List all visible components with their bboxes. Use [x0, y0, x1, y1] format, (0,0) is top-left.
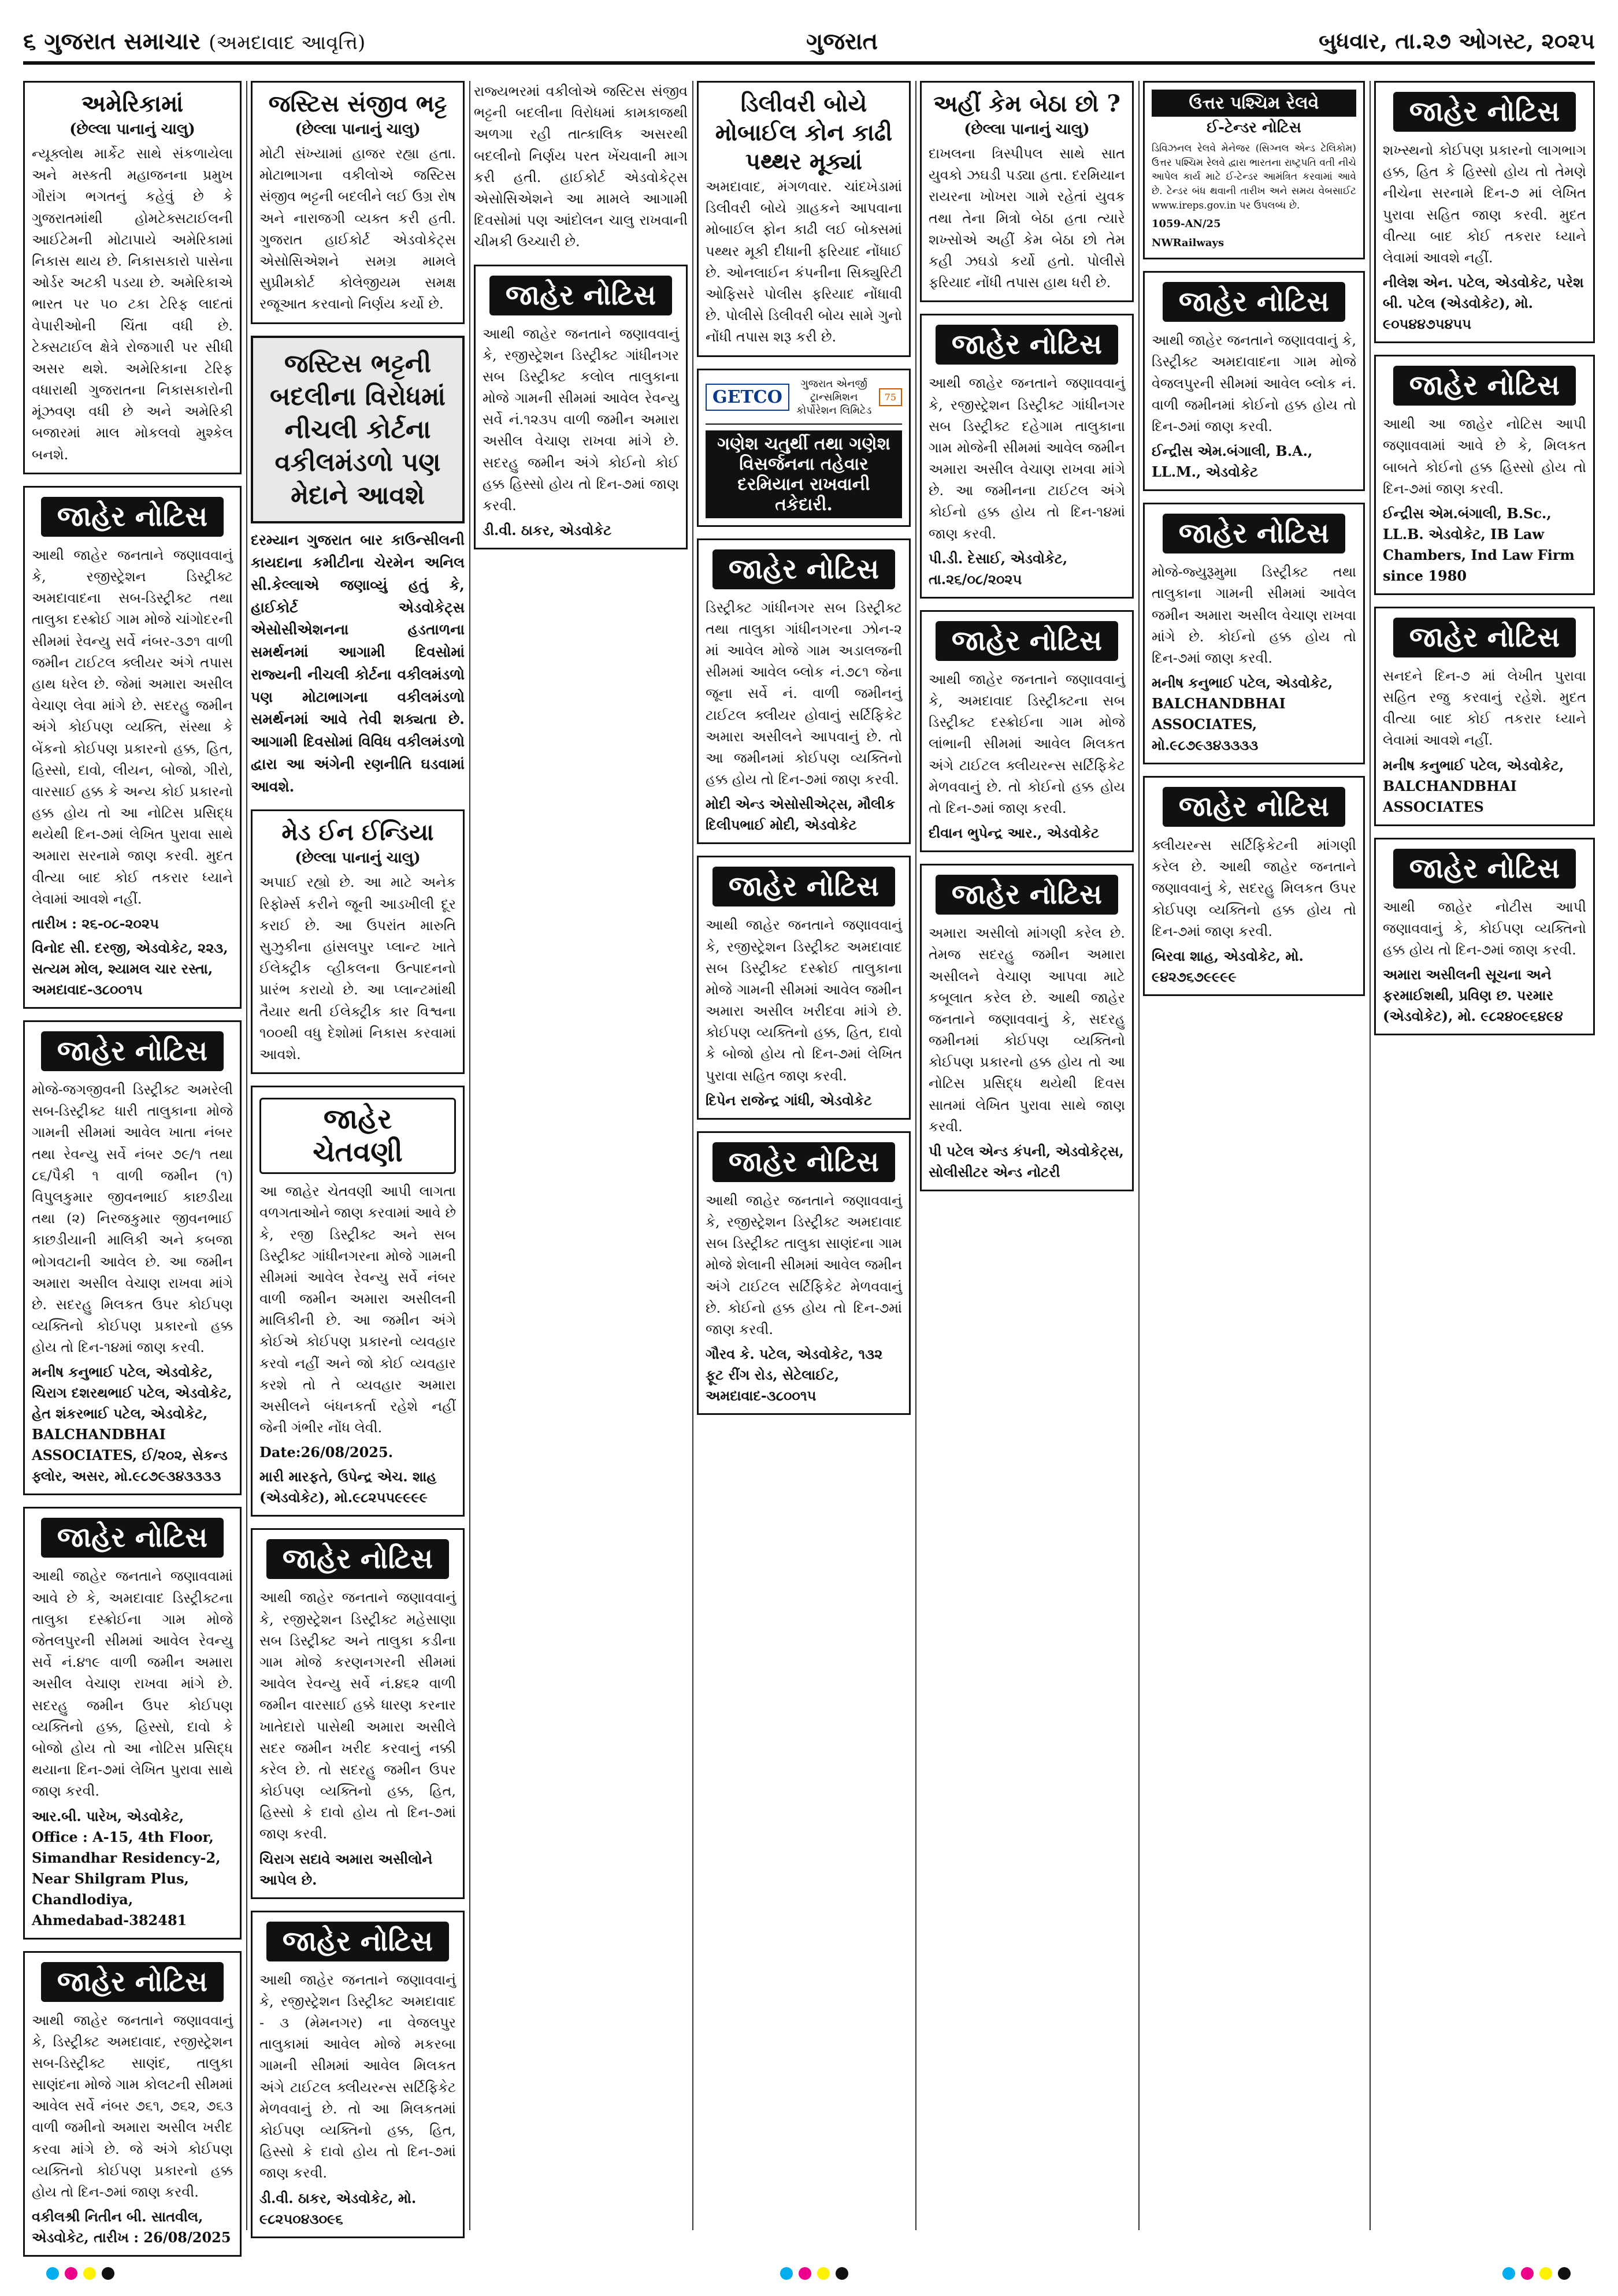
- registration-marks-center: [780, 2267, 848, 2280]
- public-notice: [251, 1528, 465, 1899]
- article-title: જસ્ટિસ સંજીવ ભટ્ટ: [268, 90, 447, 117]
- public-notice: [474, 265, 688, 550]
- article-title: અમેરિકામાં: [81, 90, 184, 117]
- notice-signature: દિપેન રાજેન્દ્ર ગાંધી, એડવોકેટ: [706, 1091, 872, 1109]
- public-notice: [251, 1911, 465, 2238]
- notice-title: જાહેર નોટિસ: [266, 1539, 449, 1579]
- public-notice: [1374, 607, 1595, 826]
- notice-title: જાહેર નોટિસ: [1393, 92, 1576, 132]
- public-warning: [251, 1086, 465, 1517]
- notice-body: આથી જાહેર જનતાને જણાવવાનું કે, અમદાવાદ ડિસ્ટ્રીક્ટના સબ ડિસ્ટ્રીક્ટ દસ્ક્રોઈના ગામ મોજે લાંભાની સીમમાં આવેલ મિલકત અંગે ટાઈટલ ક્લીયરન્સ સર્ટિફિકેટ મેળવવાનું છે. તો કોઈનો હક્ક હોય તો દિન-૭માં જાણ કરવી.: [929, 671, 1125, 816]
- notice-title: જાહેર નોટિસ: [41, 1962, 224, 2002]
- yellow-dot-icon: [83, 2267, 96, 2280]
- notice-title: જાહેર નોટિસ: [266, 1922, 449, 1961]
- cyan-dot-icon: [46, 2267, 59, 2280]
- notice-title: જાહેર નોટિસ: [41, 497, 224, 537]
- public-notice: [1374, 355, 1595, 595]
- page-date: બુધવાર, તા.૨૭ ઓગસ્ટ, ૨૦૨૫: [1319, 28, 1595, 54]
- notice-body: મોજે-જગજીવની ડિસ્ટ્રીક્ટ અમરેલી સબ-ડિસ્ટ્રીક્ટ ધારી તાલુકાના મોજે ગામની સીમમાં આવેલ ખાતા નંબર તથા રેવન્યુ સર્વે નંબર ૭૯/૧ તથા ૮૬/પૈકી ૧ વાળી જમીન (૧) વિપુલકુમાર જીવનભાઈ કાછડીયા તથા (૨) નિરજકુમાર જીવનભાઈ કાછડીયાની માલિકી અને કબજા ભોગવટાની આવેલ છે. આ જમીન અમારા અસીલ વેચાણ રાખવા માંગે છે. સદરહુ મિલકત ઉપર કોઈપણ વ્યક્તિનો કોઈપણ પ્રકારનો હક્ક હોય તો દિન-૧૪માં જાણ કરવી.: [32, 1082, 233, 1356]
- article-body: અમદાવાદ, મંગળવાર. ચાંદખેડામાં ડિલીવરી બોયે ગ્રાહકને આપવાના મોબાઈલ ફોન કાઢી લઈ બોક્સમાં પથ્થર મૂકી દીધાની ફરિયાદ નોંધાઈ છે. ઓનલાઈન કંપનીના સિક્યુરિટી ઓફિસરે પોલીસ ફરિયાદ નોંધાવી છે. પોલીસે ડિલીવરી બોય સામે ગુનો નોંધી તપાસ શરૂ કરી છે.: [706, 179, 902, 345]
- notice-signature: ઈન્દ્રીસ એમ.બંગાલી, B.Sc., LL.B. એડવોકેટ, IB Law Chambers, Ind Law Firm since 1980: [1383, 504, 1575, 584]
- article-subtitle: (છેલ્લા પાનાનું ચાલુ): [295, 121, 421, 138]
- notice-body: આથી જાહેર જનતાને જણાવવાનું કે, ડિસ્ટ્રીક્ટ અમદાવાદ, રજીસ્ટ્રેશન સબ-ડિસ્ટ્રીક્ટ સાણંદ, તાલુકા સાણંદના મોજે ગામ કોલટની સીમમાં આવેલ સર્વે નંબર ૭૬૧, ૭૬૨, ૭૬૩ વાળી જમીનો અમારા અસીલ ખરીદ કરવા માંગે છે. જે અંગે કોઈપણ વ્યક્તિનો કોઈપણ પ્રકારનો હક્ક હોય તો દિન-૭માં જાણ કરવી.: [32, 2012, 233, 2200]
- article-body: ન્યૂક્લોથ માર્કેટ સાથે સંકળાયેલા અને મસ્કતી મહાજનના પ્રમુખ ગૌરાંગ ભગતનું કહેવું છે કે ગુજરાતમાંથી હોમટેક્સટાઈલની આઈટેમની મોટાપાયે અમેરિકામાં નિકાસ થાય છે. નિકાસકારો પાસેના ઓર્ડર અટકી પડયા છે. અમેરિકાએ ભારત પર ૫૦ ટકા ટેરિફ લાદતાં વેપારીઓની ચિંતા વધી છે. ટેક્સટાઈલ ક્ષેત્રે રોજગારી પર સીધી અસર થશે. અમેરિકાના ટેરિફ વધારાથી ગુજરાતના નિકાસકારોની મૂંઝવણ વધી છે અને અમેરિકી બજારમાં માલ મોકલવો મુશ્કેલ બનશે.: [32, 146, 233, 463]
- notice-title: જાહેર નોટિસ: [712, 867, 895, 906]
- column-6: [1143, 81, 1365, 1008]
- notice-date: તારીખ : ૨૬-૦૮-૨૦૨૫: [32, 915, 159, 932]
- notice-body: આથી જાહેર જનતાને જણાવવાનું કે, રજીસ્ટ્રેશન ડિસ્ટ્રીક્ટ અમદાવાદ સબ ડિસ્ટ્રીક્ટ દસ્ક્રોઈ તાલુકાના મોજે ગામની સીમમાં આવેલ જમીન અમારા અસીલ ખરીદવા માંગે છે. કોઈપણ વ્યક્તિનો હક્ક, હિત, દાવો કે બોજો હોય તો દિન-૭માં લેખિત પુરાવા સહિત જાણ કરવી.: [706, 917, 902, 1084]
- notice-signature: નીલેશ એન. પટેલ, એડવોકેટ, પરેશ બી. પટેલ (એડવોકેટ), મો. ૯૦૫૪૪૭૫૪૫૫: [1383, 274, 1584, 333]
- notice-body: શખ્સ્થનો કોઈપણ પ્રકારનો લાગભાગ હક્ક, હિત કે હિસ્સો હોય તો તેમણે નીચેના સરનામે દિન-૭ માં લેખિત પુરાવા સહિત જાણ કરવી. મુદત વીત્યા બાદ કોઈ તકરાર ધ્યાને લેવામાં આવશે નહીં.: [1383, 142, 1586, 266]
- railway-body: ડિવિઝનલ રેલવે મેનેજર (સિગ્નલ એન્ડ ટેલિકોમ) ઉત્તર પશ્ચિમ રેલવે દ્વારા ભારતના રાષ્ટ્રપતિ વતી નીચે આપેલ કાર્ય માટે ઈ-ટેન્ડર આમંત્રિત કરવામાં આવે છે. ટેન્ડર બંધ થવાની તારીખ અને સમય વેબસાઈટ www.ireps.gov.in પર ઉપલબ્ધ છે.: [1152, 143, 1356, 211]
- magenta-dot-icon: [1521, 2267, 1534, 2280]
- article-subtitle: (છેલ્લા પાનાનું ચાલુ): [964, 121, 1090, 138]
- notice-body: આથી જાહેર જનતાને જણાવવાનું કે, રજીસ્ટ્રેશન ડિસ્ટ્રીક્ટ અમદાવાદ સબ ડિસ્ટ્રીક્ટ તાલુકા સાણંદના ગામ મોજે શેલાની સીમમાં આવેલ જમીન અંગે ટાઈટલ સર્ટિફિકેટ મેળવવાનું છે. કોઈનો હક્ક હોય તો દિન-૭માં જાણ કરવી.: [706, 1192, 902, 1338]
- getco-title: ગણેશ ચતુર્થી તથા ગણેશ વિસર્જનના તહેવાર દરમિયાન રાખવાની તકેદારી.: [706, 430, 902, 518]
- public-notice: [23, 486, 242, 1009]
- black-dot-icon: [102, 2267, 114, 2280]
- notice-title: જાહેર નોટિસ: [1163, 282, 1345, 322]
- notice-body: આથી જાહેર જનતાને જણાવવાનું કે, રજીસ્ટ્રેશન ડિસ્ટ્રીક્ટ મહેસાણા સબ ડિસ્ટ્રીક્ટ અને તાલુકા કડીના ગામ મોજે કરણનગરની સીમમાં આવેલ રેવન્યુ સર્વે નં.૪૬૨ વાળી જમીન વારસાઈ હક્કે ધારણ કરનાર ખાતેદારો પાસેથી અમારા અસીલે સદર જમીન ખરીદ કરવાનું નક્કી કરેલ છે. તો સદરહુ જમીન ઉપર કોઈપણ વ્યક્તિનો હક્ક, હિત, હિસ્સો કે દાવો હોય તો દિન-૭માં જાણ કરવી.: [259, 1589, 456, 1842]
- notice-body: સનદને દિન-૭ માં લેખીત પુરાવા સહિત રજુ કરવાનું રહેશે. મુદત વીત્યા બાદ કોઈ તકરાર ધ્યાને લેવામાં આવશે નહીં.: [1383, 667, 1586, 749]
- page-number: ૬: [23, 27, 36, 55]
- public-notice: [23, 1507, 242, 1939]
- public-notice: [697, 1131, 911, 1415]
- notice-body: ક્લીયરન્સ સર્ટિફિકેટની માંગણી કરેલ છે. આથી જાહેર જનતાને જણાવવાનું કે, સદરહુ મિલકત ઉપર કોઈપણ વ્યક્તિનો હક્ક હોય તો દિન-૭માં જાણ કરવી.: [1152, 837, 1356, 939]
- banner-body: દરમ્યાન ગુજરાત બાર કાઉન્સીલની કાયદાના કમીટીના ચેરમેન અનિલ સી.કેલ્લાએ જણાવ્યું હતું કે, હાઈકોર્ટ એડવોકેટ્સ એસોસીએશનના હડતાળના સમર્થનમાં આગામી દિવસોમાં રાજ્યની નીચલી કોર્ટના વકીલમંડળો પણ મોટાભાગના વકીલમંડળો સમર્થનમાં આવે તેવી શક્યતા છે. આગામી દિવસોમાં વિવિધ વકીલમંડળો દ્વારા આ અંગેની રણનીતિ ઘડવામાં આવશે.: [251, 532, 465, 795]
- column-7: [1374, 81, 1595, 1047]
- lawyers-banner: [251, 336, 465, 798]
- notice-signature: અમારા અસીલની સૂચના અને ફરમાઈશથી, પ્રવિણ છ. પરમાર (એડવોકેટ), મો. ૯૮૨૪૦૯૬૪૯૪: [1383, 966, 1563, 1025]
- notice-title: જાહેર નોટિસ: [489, 276, 672, 315]
- public-notice: [1374, 838, 1595, 1036]
- notice-title: જાહેર નોટિસ: [41, 1031, 224, 1071]
- black-dot-icon: [836, 2267, 848, 2280]
- public-notice: [1143, 776, 1365, 996]
- public-notice: [920, 610, 1134, 852]
- masthead-title: ગુજરાત સમાચાર: [44, 27, 201, 55]
- notice-signature: મોદી એન્ડ એસોસીએટ્સ, મૌલીક દિલીપભાઈ મોદી, એડવોકેટ: [706, 796, 896, 834]
- notice-body: આથી જાહેર જનતાને જણાવવાનું કે, રજીસ્ટ્રેશન ડિસ્ટ્રીક્ટ ગાંધીનગર સબ ડિસ્ટ્રીક્ટ દહેગામ તાલુકાના ગામ મોજેની સીમમાં આવેલ જમીન અમારા અસીલ વેચાણ રાખવા માંગે છે. આ જમીનના ટાઈટલ અંગે કોઈનો હક્ક હોય તો દિન-૧૪માં જાણ કરવી.: [929, 375, 1125, 542]
- article-title: અહીં કેમ બેઠા છો ?: [933, 90, 1120, 117]
- notice-signature: આર.બી. પારેખ, એડવોકેટ, Office : A-15, 4th Floor, Simandhar Residency-2, Near Shilgram Plus, Chandlodiya, Ahmedabad-382481: [32, 1807, 221, 1929]
- yellow-dot-icon: [817, 2267, 830, 2280]
- notice-title: જાહેર નોટિસ: [41, 1518, 224, 1558]
- notice-title: જાહેર નોટિસ: [712, 549, 895, 589]
- news-delivery-boy: [697, 81, 911, 357]
- article-title: ડિલીવરી બોયે મોબાઈલ કોન કાઢી પથ્થર મૂક્યાં: [715, 90, 893, 175]
- article-subtitle: (છેલ્લા પાનાનું ચાલુ): [295, 849, 421, 867]
- warning-signature: મારી મારફતે, ઉપેન્દ્ર એચ. શાહ (એડવોકેટ), મો.૯૮૨૫૫૯૯૯૯: [259, 1468, 437, 1506]
- notice-signature: પી.ડી. દેસાઈ, એડવોકેટ, તા.૨૬/૦૮/૨૦૨૫: [929, 549, 1068, 588]
- getco-advertisement: [697, 369, 911, 527]
- railway-title: ઉત્તર પશ્ચિમ રેલવે: [1152, 90, 1356, 117]
- notice-body: ડિસ્ટ્રીક્ટ ગાંધીનગર સબ ડિસ્ટ્રીક્ટ તથા તાલુકા ગાંધીનગરના ઝોન-૨ માં આવેલ મોજે ગામ અડાલજની સીમમાં આવેલ બ્લોક નં.૭૮૧ જેના જૂના સર્વે નં. વાળી જમીનનું ટાઈટલ ક્લીયર હોવાનું સર્ટિફિકેટ અમારા અસીલને આપવાનું છે. તો આ જમીનમાં કોઈપણ વ્યક્તિનો હક્ક હોય તો દિન-૭માં જાણ કરવી.: [706, 599, 902, 788]
- notice-signature: મનીષ કનુભાઈ પટેલ, એડવોકેટ, BALCHANDBHAI ASSOCIATES: [1383, 756, 1564, 815]
- article-subtitle: (છેલ્લા પાનાનું ચાલુ): [69, 121, 195, 138]
- getco-org-name: ગુજરાત એનર્જી ટ્રાન્સમિશન કોર્પોરેશન લિમિટેડ: [796, 377, 872, 417]
- notice-body: મોજે-જ્યુરૂમુમા ડિસ્ટ્રીક્ટ તથા તાલુકાના ગામની સીમમાં આવેલ જમીન અમારા અસીલ વેચાણ રાખવા માંગે છે. કોઈનો હક્ક હોય તો દિન-૭માં જાણ કરવી.: [1152, 564, 1356, 666]
- warning-title: જાહેર ચેતવણી: [259, 1098, 456, 1174]
- warning-body: આ જાહેર ચેતવણી આપી લાગતા વળગતાઓને જાણ કરવામાં આવે છે કે, રજી ડિસ્ટ્રીક્ટ અને સબ ડિસ્ટ્રીક્ટ ગાંધીનગરના મોજે ગામની સીમમાં આવેલ રેવન્યુ સર્વે નંબર વાળી જમીન અમારા અસીલની માલિકીની છે. આ જમીન અંગે કોઈએ કોઈપણ પ્રકારનો વ્યવહાર કરવો નહીં અને જો કોઈ વ્યવહાર કરશે તો તે વ્યવહાર અમારા અસીલને બંધનકર્તા રહેશે નહીં જેની ગંભીર નોંધ લેવી.: [259, 1183, 456, 1436]
- cyan-dot-icon: [780, 2267, 793, 2280]
- public-notice: [1143, 503, 1365, 764]
- article-body: દાખલના ત્રિસ્પીપલ સાથે સાત યુવકો ઝઘડી પડ્યા હતા. દરમિયાન રાયરના ખોખરા ગામે રહેતાં યુવક તથા તેના મિત્રો બેઠા હતા ત્યારે શખ્સોએ અહીં કેમ બેઠા છો તેમ કહી ઝઘડો કર્યો હતો. પોલીસે ફરિયાદ નોંધી તપાસ હાથ ધરી છે.: [929, 146, 1125, 291]
- notice-signature: દીવાન ભુપેન્દ્ર આર., એડવોકેટ: [929, 824, 1100, 842]
- notice-signature: મનીષ કનુભાઈ પટેલ, એડવોકેટ, ચિરાગ દશરથભાઈ પટેલ, એડવોકેટ, હેત શંકરભાઈ પટેલ, એડવોકેટ, BALCHANDBHAI ASSOCIATES, ઈ/૨૦૨, સેકન્ડ ફ્લોર, અસર, મો.૯૮૭૯૩૪૩૩૩૩: [32, 1364, 232, 1485]
- article-continuation: રાજ્યભરમાં વકીલોએ જસ્ટિસ સંજીવ ભટ્ટની બદલીના વિરોધમાં કામકાજથી અળગા રહી તાત્કાલિક અસરથી બદલીનો નિર્ણય પરત ખેંચવાની માગ કરી હતી. હાઈકોર્ટ એડવોકેટ્સ એસોસિએશને આ મામલે આગામી દિવસોમાં પણ આંદોલન ચાલુ રાખવાની ચીમકી ઉચ્ચારી છે.: [474, 83, 688, 250]
- article-title: મેડ ઈન ઈન્ડિયા: [281, 819, 434, 846]
- notice-signature: ડી.વી. ઠાકર, એડવોકેટ, મો. ૯૮૨૫૦૪૩૦૯૬: [259, 2189, 417, 2227]
- notice-signature: વકીલશ્રી નિતીન બી. સાતવીલ, એડવોકેટ, તારીખ : 26/08/2025: [32, 2208, 231, 2246]
- getco-logo-strip: [706, 377, 902, 425]
- notice-signature: ગૌરવ કે. પટેલ, એડવોકેટ, ૧૩૨ ફૂટ રીંગ રોડ, સેટેલાઈટ, અમદાવાદ-૩૮૦૦૧૫: [706, 1346, 883, 1405]
- column-3: [474, 81, 688, 561]
- article-body: અપાઈ રહ્યો છે. આ માટે અનેક રિફોર્મ્સ કરીને જૂની આડખીલી દૂર કરાઈ છે. આ ઉપરાંત મારુતિ સુઝુકીના હાંસલપુર પ્લાન્ટ ખાતે ઈલેક્ટ્રીક વ્હીકલના ઉત્પાદનનો પ્રારંભ કરાયો છે. આ પ્લાન્ટમાંથી તૈયાર થતી ઈલેક્ટ્રીક કાર વિશ્વના ૧૦૦થી વધુ દેશોમાં નિકાસ કરવામાં આવશે.: [259, 874, 456, 1062]
- public-notice: [1374, 81, 1595, 343]
- notice-signature: પી પટેલ એન્ડ કંપની, એડવોકેટ્સ, સોલીસીટર એન્ડ નોટરી: [929, 1143, 1124, 1180]
- article-body: મોટી સંખ્યામાં હાજર રહ્યા હતા. મોટાભાગના વકીલોએ જસ્ટિસ સંજીવ ભટ્ટની બદલીને લઈ ઉગ્ર રોષ અને નારાજગી વ્યક્ત કરી હતી. ગુજરાત હાઈકોર્ટ એડવોકેટ્સ એસોસિએશને સમગ્ર મામલે સુપ્રીમકોર્ટ કોલેજીયમ સમક્ષ રજૂઆત કરવાનો નિર્ણય કર્યો છે.: [259, 146, 456, 313]
- notice-title: જાહેર નોટિસ: [1393, 618, 1576, 657]
- public-notice: [697, 856, 911, 1120]
- warning-date: Date:26/08/2025.: [259, 1444, 394, 1461]
- notice-body: આથી જાહેર જનતાને જણાવવાનું કે, રજીસ્ટ્રેશન ડિસ્ટ્રીક્ટ અમદાવાદના સબ-ડિસ્ટ્રીક્ટ તથા તાલુકા દસ્ક્રોઈ ગામ મોજે ચાંગોદરની સીમમાં રેવન્યુ સર્વે નંબર-૩૭૧ વાળી જમીન ટાઈટલ ક્લીયર અંગે તપાસ હાથ ધરેલ છે. જેમાં અમારા અસીલ વેચાણ લેવા માંગે છે. સદરહુ જમીન અંગે કોઈપણ વ્યક્તિ, સંસ્થા કે બેંકનો કોઈપણ પ્રકારનો હક્ક, હિત, હિસ્સો, દાવો, લીયન, બોજો, ગીરો, વારસાઈ હક્ક કે અન્ય કોઈ પ્રકારનો હક્ક હોય તો આ નોટિસ પ્રસિદ્ધ થયેથી દિન-૭માં લેખિત પુરાવા સાથે અમારા સરનામે જાણ કરવી. મુદત વીત્યા બાદ કોઈ તકરાર ધ્યાને લેવામાં આવશે નહીં.: [32, 547, 233, 907]
- notice-signature: વિનોદ સી. દરજી, એડવોકેટ, ૨૨૩, સત્યમ મોલ, શ્યામલ ચાર રસ્તા, અમદાવાદ-૩૮૦૦૧૫: [32, 939, 228, 998]
- azadi-logo-icon: 75: [879, 388, 902, 406]
- notice-title: જાહેર નોટિસ: [1393, 849, 1576, 889]
- page-header: [23, 21, 1595, 65]
- railway-subtitle: ઈ-ટેન્ડર નોટિસ: [1207, 119, 1301, 136]
- railway-tender: [1143, 81, 1365, 259]
- notice-body: આથી જાહેર જનતાને જણાવવામાં આવે છે કે, અમદાવાદ ડિસ્ટ્રીક્ટના તાલુકા દસ્ક્રોઈના ગામ મોજે જેતલપુરની સીમમાં આવેલ રેવન્યુ સર્વે નં.૪૧૯ વાળી જમીન અમારા અસીલ વેચાણ રાખવા માંગે છે. સદરહુ જમીન ઉપર કોઈપણ વ્યક્તિનો હક્ક, હિસ્સો, દાવો કે બોજો હોય તો આ નોટિસ પ્રસિદ્ધ થયાના દિન-૭માં લેખિત પુરાવા સાથે જાણ કરવી.: [32, 1568, 233, 1800]
- news-america: [23, 81, 242, 474]
- notice-title: જાહેર નોટિસ: [712, 1142, 895, 1182]
- notice-title: જાહેર નોટિસ: [1163, 514, 1345, 553]
- notice-body: આથી જાહેર જનતાને જણાવવાનું કે, ડિસ્ટ્રીક્ટ અમદાવાદના ગામ મોજે વેજલપુરની સીમમાં આવેલ બ્લોક નં. વાળી જમીનમાં કોઈનો હક્ક હોય તો દિન-૭માં જાણ કરવી.: [1152, 332, 1356, 434]
- notice-body: આથી જાહેર નોટીસ આપી જણાવવાનું કે, કોઈપણ વ્યક્તિનો હક્ક હોય તો દિન-૭માં જાણ કરવી.: [1383, 898, 1586, 958]
- notice-signature: મનીષ કનુભાઈ પટેલ, એડવોકેટ, BALCHANDBHAI ASSOCIATES, મો.૯૮૭૯૩૪૩૩૩૩: [1152, 674, 1333, 754]
- magenta-dot-icon: [65, 2267, 77, 2280]
- railway-handle: NWRailways: [1152, 237, 1224, 250]
- notice-title: જાહેર નોટિસ: [1163, 787, 1345, 827]
- masthead: [23, 28, 365, 55]
- banner-headline: જસ્ટિસ ભટ્ટની બદલીના વિરોધમાં નીચલી કોર્ટના વકીલમંડળો પણ મેદાને આવશે: [251, 336, 465, 524]
- notice-signature: ઈન્દ્રીસ એમ.બંગાલી, B.A., LL.M., એડવોકેટ: [1152, 443, 1313, 481]
- column-2: [251, 81, 465, 2250]
- edition: (અમદાવાદ આવૃત્તિ): [209, 31, 366, 54]
- public-notice: [920, 864, 1134, 1191]
- notice-signature: ચિરાગ સદાવે અમારા અસીલોને આપેલ છે.: [259, 1850, 433, 1888]
- public-notice: [1143, 271, 1365, 491]
- registration-marks-left: [46, 2267, 114, 2280]
- black-dot-icon: [1558, 2267, 1571, 2280]
- news-justice-bhatt: [251, 81, 465, 324]
- public-notice: [697, 538, 911, 845]
- notice-body: આથી જાહેર જનતાને જણાવવાનું કે, રજીસ્ટ્રેશન ડિસ્ટ્રીક્ટ અમદાવાદ - ૩ (મેમનગર) ના વેજલપુર તાલુકામાં આવેલ મોજે મકરબા ગામની સીમમાં આવેલ મિલકત અંગે ટાઈટલ ક્લીયરન્સ સર્ટિફિકેટ મેળવવાનું છે. તો આ મિલકતમાં કોઈપણ વ્યક્તિનો હક્ક, હિત, હિસ્સો કે દાવો હોય તો દિન-૭માં જાણ કરવી.: [259, 1971, 456, 2182]
- getco-logo-icon: GETCO: [706, 384, 789, 411]
- notice-signature: ડી.વી. ઠાકર, એડવોકેટ: [483, 522, 612, 539]
- notice-title: જાહેર નોટિસ: [936, 621, 1118, 661]
- notice-body: આથી આ જાહેર નોટિસ આપી જણાવવામાં આવે છે કે, મિલકત બાબતે કોઈનો હક્ક હિસ્સો હોય તો દિન-૭માં જાણ કરવી.: [1383, 416, 1586, 497]
- notice-title: જાહેર નોટિસ: [1393, 366, 1576, 406]
- column-4: [697, 81, 911, 1426]
- notice-title: જાહેર નોટિસ: [936, 875, 1118, 915]
- notice-body: આથી જાહેર જનતાને જણાવવાનું કે, રજીસ્ટ્રેશન ડિસ્ટ્રીક્ટ ગાંધીનગર સબ ડિસ્ટ્રીક્ટ કલોલ તાલુકાના મોજે ગામની સીમમાં આવેલ રેવન્યુ સર્વે નં.૧૨૩૫ વાળી જમીન અમારા અસીલ વેચાણ રાખવા માંગે છે. સદરહુ જમીન અંગે કોઈનો કોઈ હક્ક હિસ્સો હોય તો દિન-૭માં જાણ કરવી.: [483, 325, 679, 514]
- column-1: [23, 81, 242, 2268]
- notice-signature: બિરવા શાહ, એડવોકેટ, મો. ૯૪૨૭૬૭૯૯૯૯: [1152, 948, 1304, 986]
- news-why-sitting: [920, 81, 1134, 302]
- cyan-dot-icon: [1502, 2267, 1515, 2280]
- section-title: ગુજરાત: [806, 27, 878, 55]
- registration-marks-right: [1502, 2267, 1571, 2280]
- column-5: [920, 81, 1134, 1203]
- notice-title: જાહેર નોટિસ: [936, 325, 1118, 365]
- railway-code: 1059-AN/25: [1152, 218, 1221, 231]
- yellow-dot-icon: [1539, 2267, 1552, 2280]
- public-notice: [23, 1020, 242, 1495]
- public-notice: [23, 1951, 242, 2257]
- news-made-in-india: [251, 809, 465, 1074]
- public-notice: [920, 314, 1134, 599]
- magenta-dot-icon: [799, 2267, 811, 2280]
- notice-body: અમારા અસીલો માંગણી કરેલ છે. તેમજ સદરહુ જમીન અમારા અસીલને વેચાણ આપવા માટે કબૂલાત કરેલ છે. આથી જાહેર જનતાને જણાવવાનું કે, સદરહુ જમીનમાં કોઈપણ વ્યક્તિનો કોઈપણ પ્રકારનો હક્ક હોય તો આ નોટિસ પ્રસિદ્ધ થયેથી દિવસ સાતમાં લેખિત પુરાવા સાથે જાણ કરવી.: [929, 925, 1125, 1135]
